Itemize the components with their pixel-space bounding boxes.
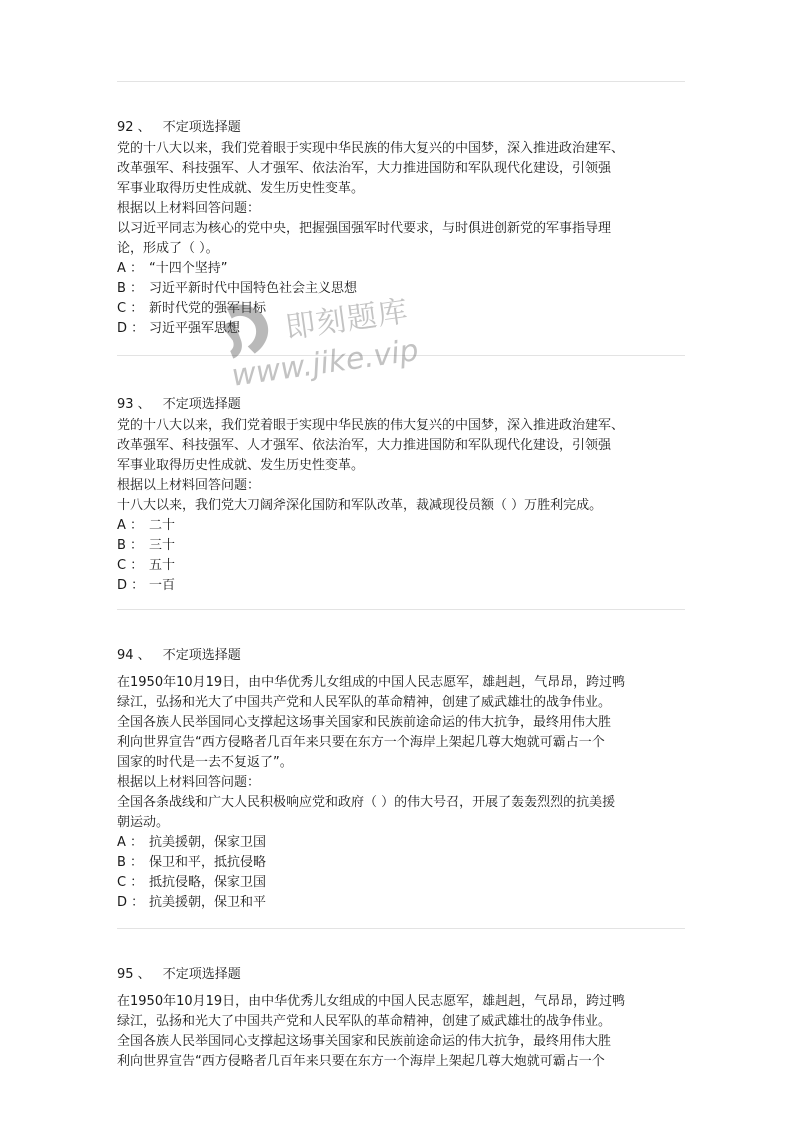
stem-line: 党的十八大以来，我们党着眼于实现中华民族的伟大复兴的中国梦，深入推进政治建军、 (117, 141, 625, 156)
option-key: D ： (117, 321, 145, 336)
option-b[interactable] (117, 536, 687, 556)
option-a[interactable] (117, 516, 687, 536)
stem-line: 绿江，弘扬和光大了中国共产党和人民军队的革命精神，创建了威武雄壮的战争伟业。 (117, 1014, 612, 1029)
question-92 (117, 117, 687, 339)
stem-line: 利向世界宣告“西方侵略者几百年来只要在东方一个海岸上架起几尊大炮就可霸占一个 (117, 1054, 605, 1069)
stem-line: 全国各族人民举国同心支撑起这场事关国家和民族前途命运的伟大抗争，最终用伟大胜 (117, 1034, 612, 1049)
stem-line: 根据以上材料回答问题： (117, 478, 261, 493)
option-key: A ： (117, 835, 144, 850)
stem-line: 以习近平同志为核心的党中央，把握强国强军时代要求，与时俱进创新党的军事指导理 (117, 221, 612, 236)
option-key: A ： (117, 518, 144, 533)
stem-line: 国家的时代是一去不复返了”。 (117, 755, 293, 770)
stem-line: 绿江，弘扬和光大了中国共产党和人民军队的革命精神，创建了威武雄壮的战争伟业。 (117, 695, 612, 710)
question-number: 94 、 (117, 648, 151, 663)
option-text: 抗美援朝，保卫和平 (149, 895, 267, 910)
question-header (117, 964, 687, 986)
option-text: 抵抗侵略，保家卫国 (149, 875, 267, 890)
stem-line: 党的十八大以来，我们党着眼于实现中华民族的伟大复兴的中国梦，深入推进政治建军、 (117, 418, 625, 433)
option-c[interactable] (117, 299, 687, 319)
option-key: B ： (117, 855, 144, 870)
stem-line: 根据以上材料回答问题： (117, 775, 261, 790)
option-key: B ： (117, 538, 144, 553)
option-d[interactable] (117, 319, 687, 339)
divider (117, 609, 685, 610)
option-text: 一百 (149, 578, 176, 593)
stem-line: 改革强军、科技强军、人才强军、依法治军，大力推进国防和军队现代化建设，引领强 (117, 438, 612, 453)
question-95 (117, 964, 687, 1072)
option-text: “十四个坚持” (149, 261, 228, 276)
option-key: A ： (117, 261, 144, 276)
option-text: 保卫和平，抵抗侵略 (149, 855, 267, 870)
option-key: C ： (117, 558, 144, 573)
option-c[interactable] (117, 556, 687, 576)
stem-line: 利向世界宣告“西方侵略者几百年来只要在东方一个海岸上架起几尊大炮就可霸占一个 (117, 735, 605, 750)
stem-line: 十八大以来，我们党大刀阔斧深化国防和军队改革，裁减现役员额（ ）万胜利完成。 (117, 498, 603, 513)
question-type: 不定项选择题 (162, 120, 241, 135)
stem-line: 根据以上材料回答问题： (117, 201, 261, 216)
option-text: 三十 (149, 538, 176, 553)
stem-line: 在1950年10月19日，由中华优秀儿女组成的中国人民志愿军，雄赳赳，气昂昂，跨过鸭 (117, 994, 626, 1009)
watermark-url: www.jike.vip (229, 332, 421, 394)
option-b[interactable] (117, 853, 687, 873)
option-key: C ： (117, 875, 144, 890)
question-type: 不定项选择题 (162, 967, 241, 982)
option-key: D ： (117, 578, 145, 593)
question-header (117, 117, 687, 139)
question-header (117, 394, 687, 416)
question-number: 95 、 (117, 967, 151, 982)
divider (117, 928, 685, 929)
question-number: 93 、 (117, 397, 151, 412)
question-93 (117, 394, 687, 596)
option-d[interactable] (117, 893, 687, 913)
divider (117, 81, 685, 82)
stem-line: 全国各族人民举国同心支撑起这场事关国家和民族前途命运的伟大抗争，最终用伟大胜 (117, 715, 612, 730)
option-key: B ： (117, 281, 144, 296)
stem-line: 军事业取得历史性成就、发生历史性变革。 (117, 458, 365, 473)
watermark-brand: 即刻题库 (283, 293, 411, 346)
question-header (117, 645, 687, 667)
stem-line: 军事业取得历史性成就、发生历史性变革。 (117, 181, 365, 196)
stem-line: 论，形成了（ ）。 (117, 241, 219, 256)
divider (117, 355, 685, 356)
question-type: 不定项选择题 (162, 397, 241, 412)
stem-line: 改革强军、科技强军、人才强军、依法治军，大力推进国防和军队现代化建设，引领强 (117, 161, 612, 176)
option-d[interactable] (117, 576, 687, 596)
question-type: 不定项选择题 (162, 648, 241, 663)
option-text: 新时代党的强军目标 (149, 301, 267, 316)
stem-line: 在1950年10月19日，由中华优秀儿女组成的中国人民志愿军，雄赳赳，气昂昂，跨过鸭 (117, 675, 626, 690)
stem-line: 全国各条战线和广大人民积极响应党和政府（ ）的伟大号召，开展了轰轰烈烈的抗美援 (117, 795, 616, 810)
option-text: 习近平强军思想 (149, 321, 241, 336)
question-94 (117, 645, 687, 913)
option-text: 习近平新时代中国特色社会主义思想 (149, 281, 358, 296)
stem-line: 朝运动。 (117, 815, 170, 830)
option-a[interactable] (117, 259, 687, 279)
option-text: 抗美援朝，保家卫国 (149, 835, 267, 850)
option-text: 五十 (149, 558, 176, 573)
option-text: 二十 (149, 518, 176, 533)
option-a[interactable] (117, 833, 687, 853)
option-key: D ： (117, 895, 145, 910)
question-number: 92 、 (117, 120, 151, 135)
option-key: C ： (117, 301, 144, 316)
option-b[interactable] (117, 279, 687, 299)
option-c[interactable] (117, 873, 687, 893)
